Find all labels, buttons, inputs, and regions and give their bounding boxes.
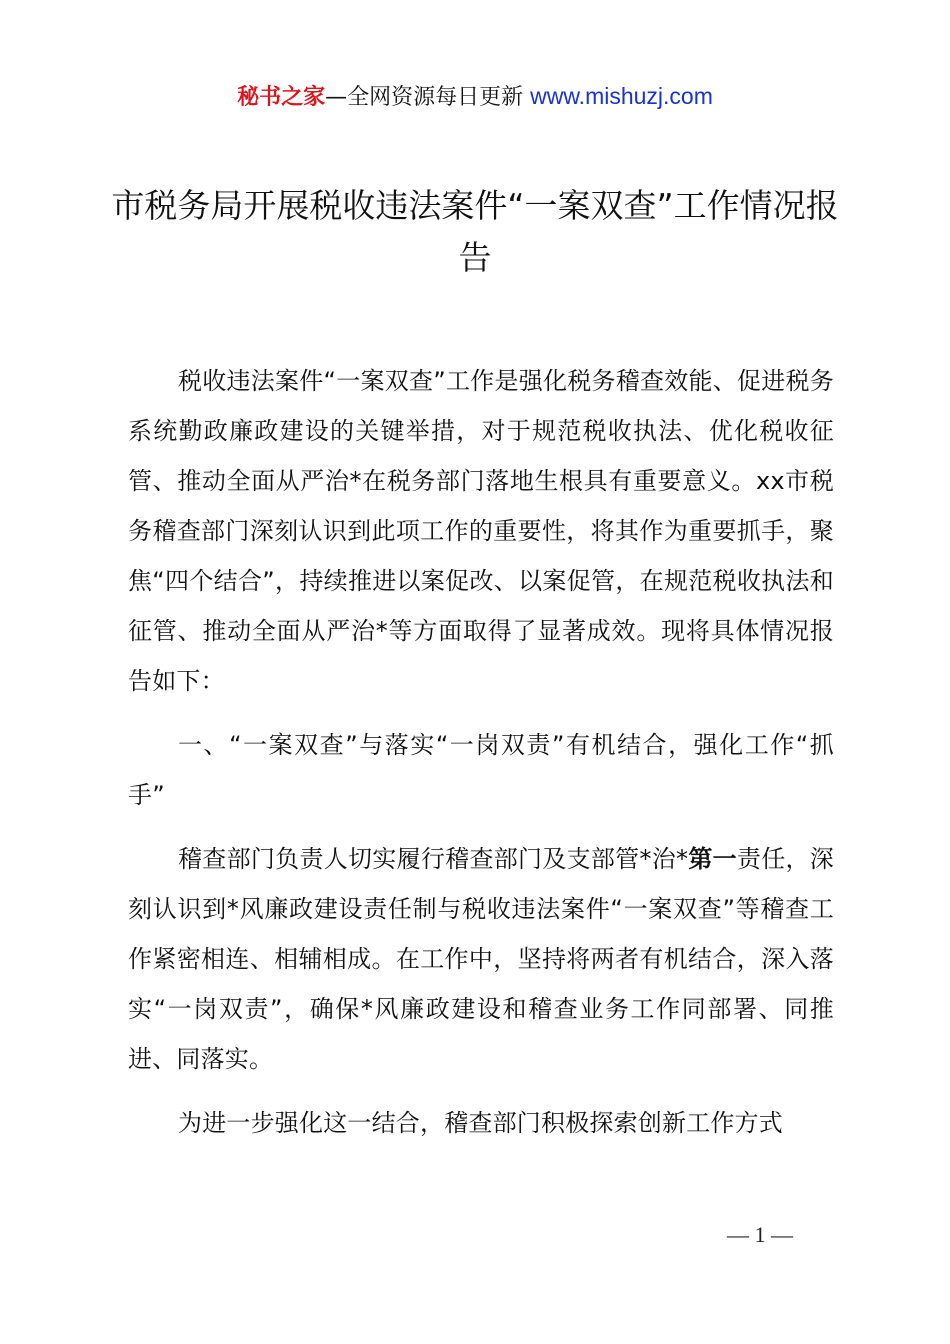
site-header [0,80,950,114]
paragraph-text: 稽查部门负责人切实履行稽查部门及支部管*治* [178,845,689,873]
bold-emphasis: 第一 [688,845,737,873]
header-tagline: —全网资源每日更新 [325,85,524,110]
section-1-paragraph-2: 为进一步强化这一结合，稽查部门积极探索创新工作方式 [178,1109,783,1137]
section-1-paragraph-1 [128,834,834,1084]
site-url-link[interactable]: www.mishuzj.com [530,83,713,109]
brand-name: 秘书之家 [237,85,326,110]
paragraph-text: 责任，深刻认识到*风廉政建设责任制与税收违法案件“一案双查”等稽查工作紧密相连、相辅相成。在工作中，坚持将两者有机结合，深入落实“一岗双责”，确保*风廉政建设和稽查业务工作同部署、同推进、同落实。 [128,845,834,1073]
document-body [128,356,834,1148]
page-number: — 1 — [727,1222,793,1247]
document-title: 市税务局开展税收违法案件“一案双查”工作情况报告 [111,186,839,277]
section-heading-1: 一、“一案双查”与落实“一岗双责”有机结合，强化工作“抓手” [128,731,834,809]
intro-paragraph: 税收违法案件“一案双查”工作是强化税务稽查效能、促进税务系统勤政廉政建设的关键举措，对于规范税收执法、优化税收征管、推动全面从严治*在税务部门落地生根具有重要意义。xx市税务稽查部门深刻认识到此项工作的重要性，将其作为重要抓手，聚焦“四个结合”，持续推进以案促改、以案促管，在规范税收执法和征管、推动全面从严治*等方面取得了显著成效。现将具体情况报告如下： [128,367,834,695]
